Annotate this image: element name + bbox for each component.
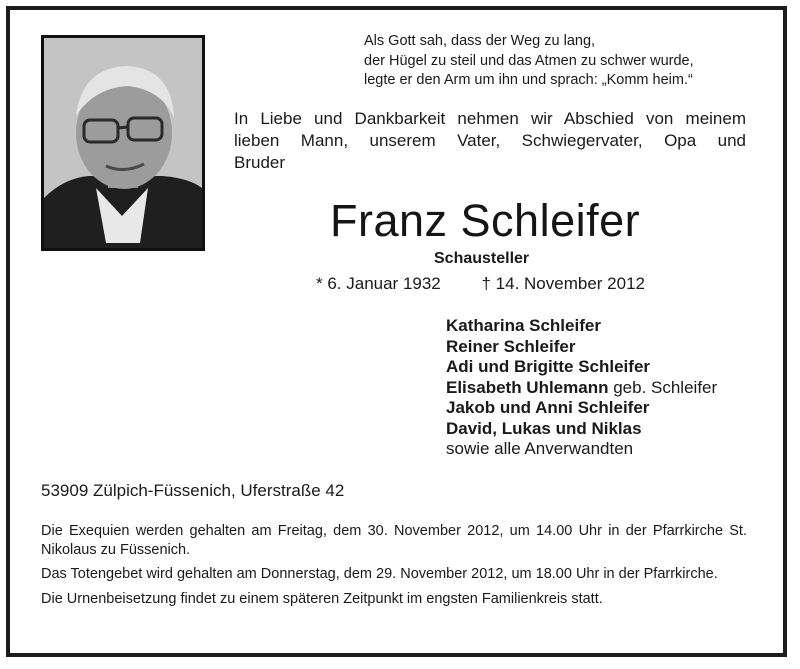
mourner-name: Reiner Schleifer (446, 336, 576, 356)
mourner-row: sowie alle Anverwandten (446, 439, 634, 458)
portrait-icon (44, 38, 202, 248)
poem-line: legte er den Arm um ihn und sprach: „Komm heim.“ (364, 72, 693, 88)
mourner-name: Elisabeth Uhlemann (446, 377, 609, 397)
mourner-name: Katharina Schleifer (446, 316, 601, 335)
mourner-row (446, 419, 717, 440)
poem-line: der Hügel zu steil und das Atmen zu schwer wurde, (364, 52, 694, 69)
mourner-row (446, 357, 717, 378)
service-details (41, 522, 747, 614)
poem (364, 32, 694, 91)
urnenbeisetzung-info: Die Urnenbeisetzung findet zu einem späteren Zeitpunkt im engsten Familienkreis statt. (41, 590, 603, 607)
mourner-row (446, 378, 717, 399)
poem-line: Als Gott sah, dass der Weg zu lang, (364, 33, 596, 49)
mourner-row (446, 398, 717, 419)
mourner-name: Adi und Brigitte Schleifer (446, 357, 651, 376)
exequien-info: Die Exequien werden gehalten am Freitag, dem 30. November 2012, um 14.00 Uhr in der Pfarrkirche St. Nikolaus zu Füssenich. (41, 523, 747, 558)
mourners-list (446, 316, 717, 460)
intro-line: lieben Mann, unserem Vater, Schwiegervater, Opa und (234, 131, 746, 150)
mourner-note: geb. Schleifer (608, 377, 718, 397)
life-dates (316, 274, 645, 294)
intro-line: Bruder (234, 153, 286, 172)
totengebet-info: Das Totengebet wird gehalten am Donnerstag, dem 29. November 2012, um 18.00 Uhr in der Pfarrkirche. (41, 566, 718, 582)
mourner-name: Jakob und Anni Schleifer (446, 398, 650, 417)
death-date: † 14. November 2012 (481, 274, 645, 293)
mourner-row (446, 316, 717, 337)
family-address: 53909 Zülpich-Füssenich, Uferstraße 42 (41, 481, 345, 500)
birth-date: * 6. Januar 1932 (316, 274, 441, 293)
mourner-name: David, Lukas und Niklas (446, 418, 642, 438)
portrait-photo (41, 35, 205, 251)
deceased-profession: Schausteller (434, 250, 530, 267)
deceased-name: Franz Schleifer (330, 195, 641, 246)
intro-text (234, 108, 746, 174)
mourner-row (446, 337, 717, 358)
intro-line: In Liebe und Dankbarkeit nehmen wir Abschied von meinem (234, 109, 746, 128)
